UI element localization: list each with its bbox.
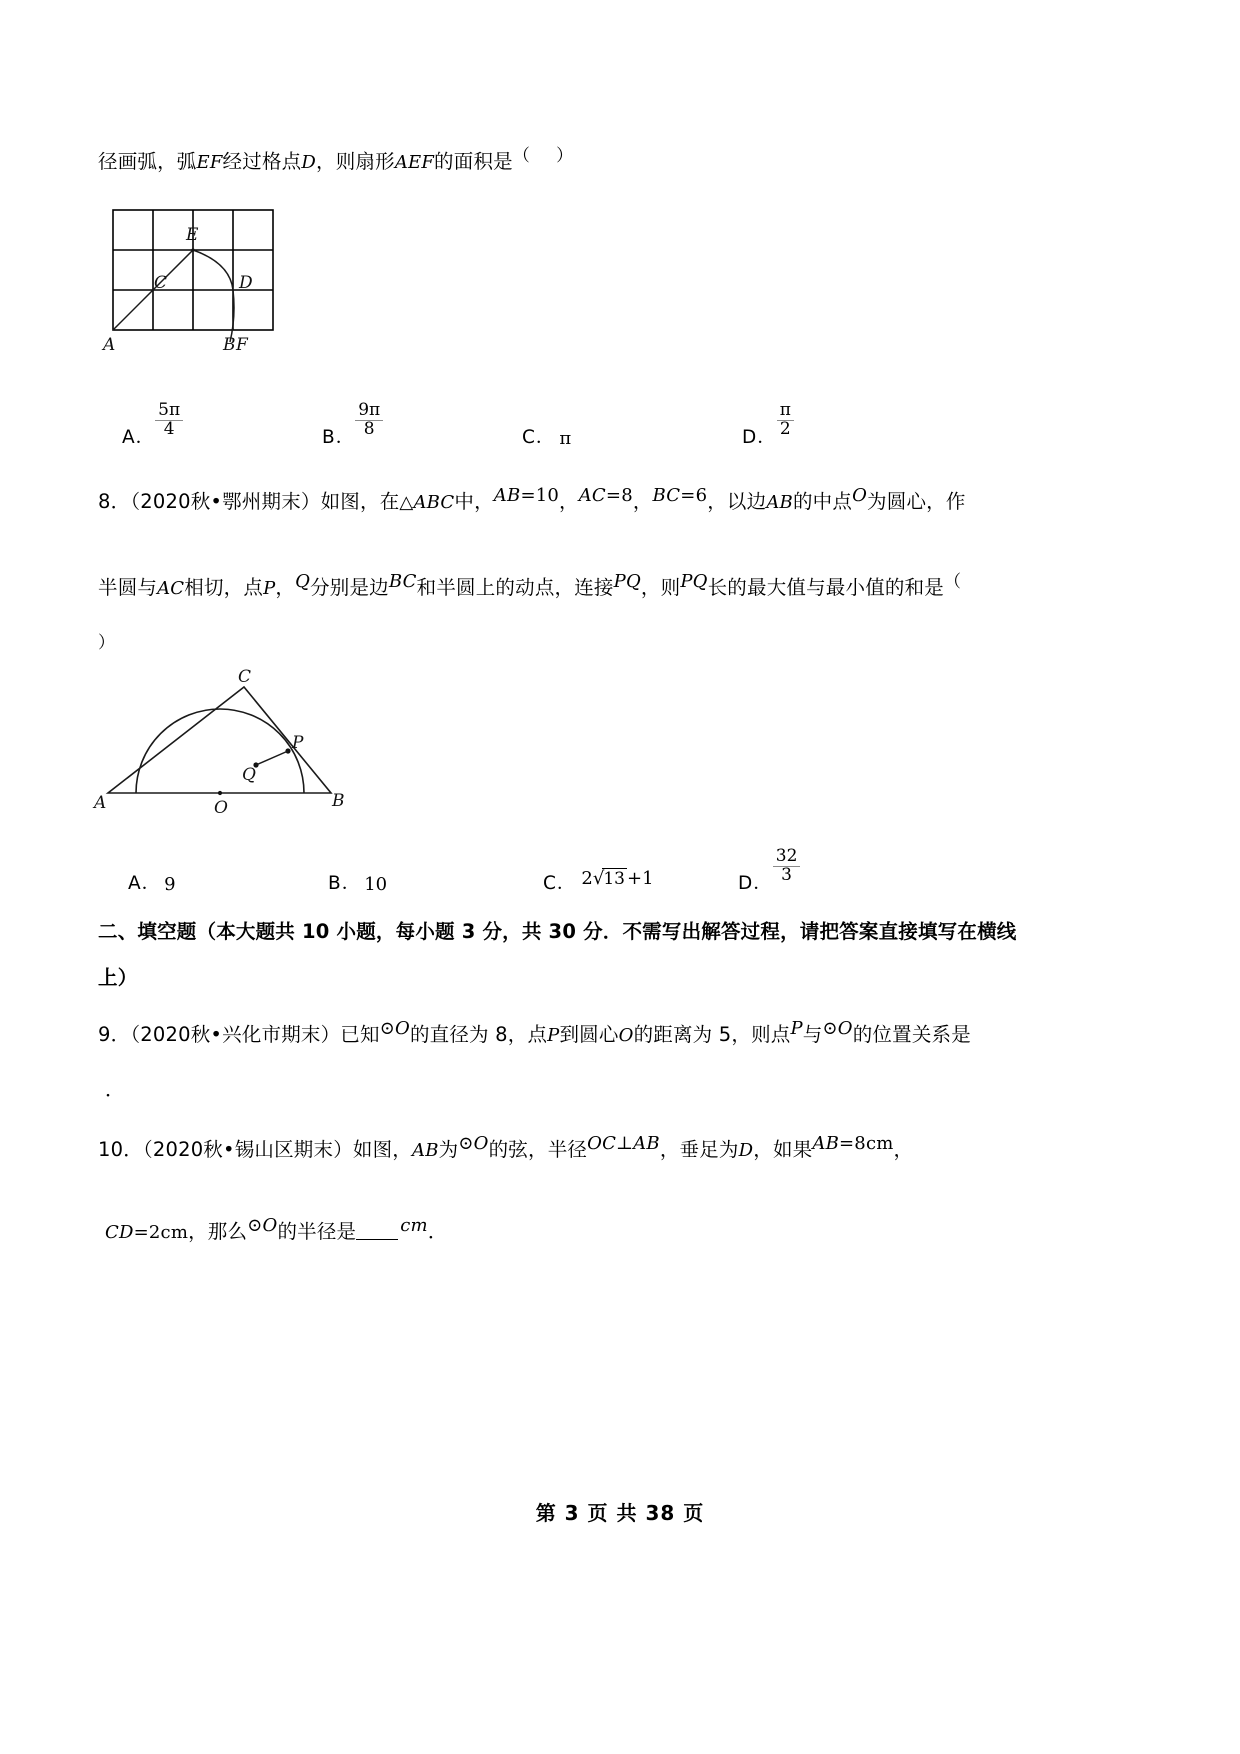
q8-option-b-value: 10 [364, 873, 388, 895]
q7-label-B: B [223, 335, 236, 355]
q8-paren-open: （ [944, 572, 962, 592]
q8-paren-close: ） [98, 633, 116, 653]
q8-option-d[interactable] [738, 846, 800, 895]
q7-label-A: A [103, 335, 116, 355]
q8-label-Q: Q [242, 765, 256, 785]
q7-option-a-value [155, 402, 183, 439]
q9-math-o: O [618, 1025, 634, 1046]
q8-figure [96, 665, 386, 825]
q10-l2-text-2: 的半径是 [277, 1220, 357, 1243]
q8-l2-math-pq: PQ [613, 571, 641, 592]
q8-number: 8． [98, 490, 131, 513]
q7-option-b-den: 8 [355, 420, 383, 439]
q9-math-p: P [547, 1025, 560, 1046]
q8-option-c-label: C． [543, 872, 577, 894]
q7-stem-text-1: 径画弧，弧 [98, 150, 197, 173]
q8-point-o-dot [218, 791, 222, 795]
q8-option-b-label: B． [328, 872, 362, 894]
q7-figure-svg [108, 205, 308, 365]
q7-option-c[interactable] [522, 423, 742, 449]
q7-option-d-num: π [779, 400, 791, 420]
q10-math-ab-2: AB [812, 1133, 840, 1154]
q9-text-2: 的直径为 8，点 [409, 1023, 548, 1046]
q10-text-3: 的弦，半径 [488, 1138, 588, 1161]
q8-label-P: P [292, 733, 304, 753]
q7-label-F: F [236, 335, 248, 355]
q8-option-d-den: 3 [773, 866, 801, 885]
q7-option-d-den: 2 [777, 420, 794, 439]
q9-math-p-2: P [790, 1018, 803, 1039]
q8-l2-text-1: 半圆与 [98, 576, 158, 599]
q8-l2-text-5: 和半圆上的动点，连接 [416, 576, 614, 599]
q8-l2-text-2: 相切，点 [184, 576, 264, 599]
q10-l2-unit: cm [400, 1215, 428, 1236]
q7-stem-text-2: 经过格点 [222, 150, 302, 173]
q10-text-4: ，垂足为 [659, 1138, 739, 1161]
q8-math-bc: BC [652, 485, 681, 506]
q10-math-oc-perp-ab: OC⊥AB [587, 1133, 660, 1154]
q10-math-ab: AB [412, 1140, 439, 1161]
q10-l2-math-circle-o: ⊙O [247, 1215, 278, 1236]
q8-text-3: ， [559, 490, 579, 513]
q8-l2-math-ac: AC [157, 578, 185, 599]
q7-label-E: E [186, 225, 199, 245]
q7-option-b-value [355, 402, 383, 439]
q8-option-c-value [581, 867, 653, 889]
q10-math-circle-o: ⊙O [458, 1133, 489, 1154]
q8-math-ab: AB [493, 485, 521, 506]
q8-text-5: ，以边 [707, 490, 767, 513]
q7-math-aef: AEF [394, 152, 435, 173]
q8-stem-line-3 [98, 632, 115, 652]
q7-stem-line [98, 146, 574, 173]
q8-l2-math-bc: BC [388, 571, 417, 592]
q9-number: 9． [98, 1023, 131, 1046]
q8-label-C: C [238, 667, 252, 687]
q10-l2-text-1: ，那么 [188, 1220, 248, 1243]
q8-math-ac-value: =8 [605, 485, 633, 506]
q8-l2-text-7: 长的最大值与最小值的和是 [707, 576, 945, 599]
q10-l2-math-cd: CD [105, 1222, 134, 1243]
q8-option-d-label: D． [738, 872, 773, 894]
q8-math-ab-value: =10 [520, 485, 560, 506]
q10-l2-math-cd-value: =2cm [133, 1222, 189, 1243]
q10-text-1: 如图， [352, 1138, 413, 1161]
q10-stem-line-2 [105, 1215, 448, 1243]
q8-option-c[interactable] [543, 869, 738, 895]
q8-text-1: 如图，在 [320, 490, 400, 513]
q10-stem-line-1 [98, 1133, 914, 1161]
q9-text-5: 与 [802, 1023, 823, 1046]
q8-text-7: 为圆心，作 [867, 490, 966, 513]
q10-source: （2020秋•锡山区期末） [142, 1138, 353, 1161]
q10-number: 10． [98, 1138, 143, 1161]
q7-option-c-label: C． [522, 426, 556, 448]
q7-option-d[interactable] [742, 400, 794, 449]
q8-option-c-coef: 2 [581, 867, 593, 889]
q9-text-1: 已知 [340, 1023, 380, 1046]
q8-text-6: 的中点 [792, 490, 853, 513]
q9-source: （2020秋•兴化市期末） [130, 1023, 341, 1046]
q8-l2-math-q: Q [295, 571, 311, 592]
q7-figure [103, 205, 308, 365]
q8-math-triangle-abc: △ABC [399, 492, 455, 513]
q7-point-e-dot [191, 248, 194, 251]
q7-math-ef: EF [196, 152, 223, 173]
q9-text-6: 的位置关系是 [852, 1023, 971, 1046]
q10-l2-text-3: ． [427, 1220, 448, 1243]
q8-label-A: A [94, 793, 107, 813]
q8-stem-line-2 [98, 571, 962, 599]
q8-math-o: O [852, 485, 868, 506]
q8-option-a-label: A． [128, 872, 162, 894]
q8-option-a-value: 9 [164, 873, 176, 895]
q8-option-c-tail: +1 [627, 867, 654, 889]
section-2-heading-line-1: 二、填空题（本大题共 10 小题，每小题 3 分，共 30 分．不需写出解答过程，请把答案直接填写在横线 [98, 920, 1017, 943]
section-2-heading-line-2: 上） [98, 966, 138, 989]
q7-paren-close: ） [556, 146, 574, 166]
q7-option-d-label: D． [742, 426, 777, 448]
q9-stem-line-1 [98, 1018, 971, 1046]
q10-answer-blank[interactable] [356, 1225, 398, 1240]
q7-option-b-num: 9π [358, 400, 381, 420]
q10-math-d: D [738, 1140, 754, 1161]
q8-text-2: 中， [454, 490, 494, 513]
q9-math-circle-o-2: ⊙O [822, 1018, 853, 1039]
q8-l2-text-6: ，则 [640, 576, 681, 599]
q7-stem-text-4: 的面积是 [434, 150, 513, 173]
q7-option-a-den: 4 [155, 420, 183, 439]
q9-math-circle-o: ⊙O [379, 1018, 410, 1039]
q8-text-4: ， [632, 490, 653, 513]
q8-option-a[interactable] [128, 869, 328, 895]
q8-l2-math-pq-2: PQ [680, 571, 708, 592]
q7-option-b-label: B． [322, 426, 356, 448]
q8-source: （2020秋•鄂州期末） [130, 490, 321, 513]
q8-options [128, 846, 800, 895]
q10-text-2: 为 [438, 1138, 459, 1161]
q7-label-D: D [239, 273, 253, 293]
q9-stem-line-2: ． [105, 1078, 125, 1101]
q8-math-bc-value: =6 [680, 485, 708, 506]
q8-option-d-num: 32 [775, 846, 798, 866]
q7-option-a-label: A． [122, 426, 156, 448]
q8-stem-line-1 [98, 485, 966, 513]
q10-text-6: ， [893, 1138, 914, 1161]
radical-icon: √ [592, 867, 605, 889]
q8-option-d-value [773, 848, 801, 885]
q9-text-4: 的距离为 5，则点 [633, 1023, 791, 1046]
q8-label-O: O [214, 798, 228, 818]
q8-math-ac: AC [578, 485, 606, 506]
q8-l2-text-4: 分别是边 [310, 576, 389, 599]
q7-option-a-num: 5π [158, 400, 181, 420]
q7-stem-text-3: ，则扇形 [316, 150, 395, 173]
page-footer: 第 3 页 共 38 页 [535, 1501, 705, 1525]
q7-label-C: C [154, 273, 168, 293]
q8-label-B: B [332, 791, 345, 811]
q10-text-5: ，如果 [753, 1138, 813, 1161]
q8-l2-math-p: P [263, 578, 276, 599]
q9-text-3: 到圆心 [559, 1023, 619, 1046]
q8-math-ab-2: AB [766, 492, 793, 513]
q8-l2-text-3: ， [275, 576, 296, 599]
q8-option-c-radicand: 13 [603, 868, 625, 889]
q7-paren-open: （ [512, 146, 531, 166]
q7-math-d: D [301, 152, 316, 173]
q8-option-b[interactable] [328, 869, 543, 895]
q10-math-ab-value: =8cm [839, 1133, 894, 1154]
q7-option-c-value: π [559, 427, 572, 449]
q7-option-d-value [777, 402, 794, 439]
